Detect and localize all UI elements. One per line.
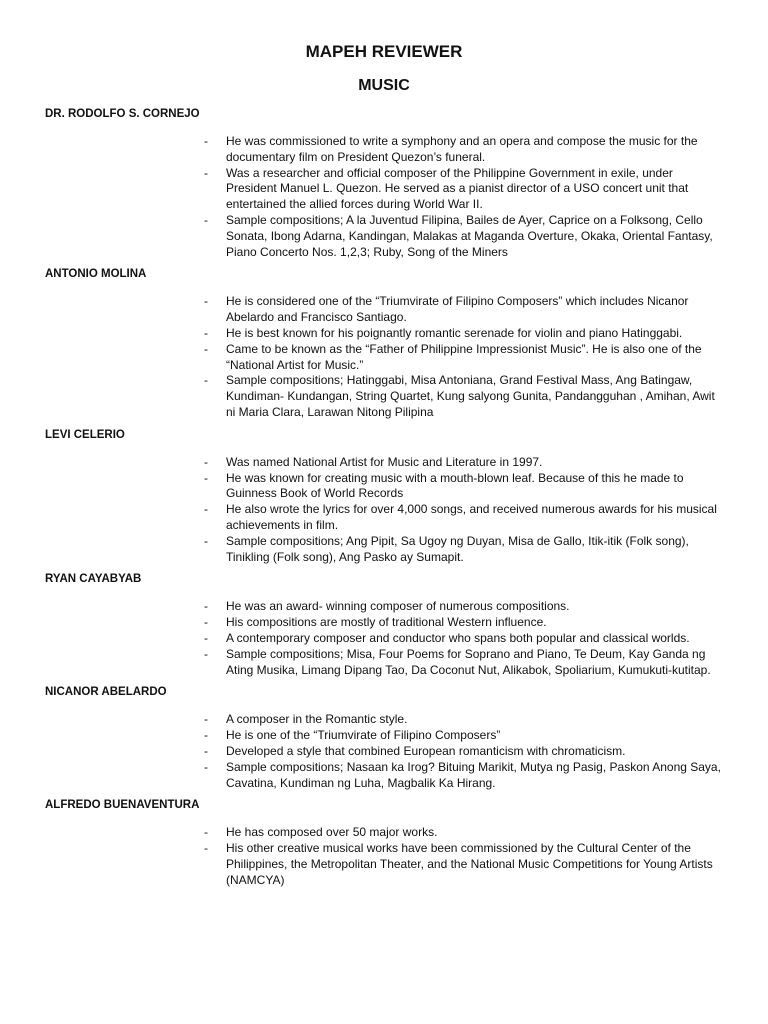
bullet-text: His other creative musical works have been commissioned by the Cultural Center of the Philippines, the Metropolitan Theater, and the National Music Competitions for Young Artists (NAMCYA) [226,841,713,887]
bullet-dash: - [204,615,208,630]
bullet-list [45,712,735,791]
bullet-dash: - [204,533,208,548]
bullet-text: Sample compositions; Ang Pipit, Sa Ugoy ng Duyan, Misa de Gallo, Itik-itik (Folk song), Tinikling (Folk song), Ang Pasko ay Sumapit. [226,533,689,564]
bullet-item [45,841,735,888]
bullet-text: He was an award- winning composer of numerous compositions. [226,599,570,614]
bullet-text: He is best known for his poignantly romantic serenade for violin and piano Hatinggabi. [226,325,683,340]
bullet-list [45,294,735,420]
composer-name: DR. RODOLFO S. CORNEJO [45,108,200,120]
composer-name: ALFREDO BUENAVENTURA [45,799,200,812]
bullet-item [45,502,735,534]
bullet-item [45,455,735,471]
composer-sections [45,106,735,894]
bullet-item [45,631,735,647]
bullet-list [45,455,735,566]
composer-name: RYAN CAYABYAB [45,573,142,586]
bullet-item [45,728,735,744]
bullet-item [45,760,735,792]
bullet-item [45,712,735,728]
bullet-item [45,647,735,679]
document-title: MAPEH REVIEWER [305,42,463,61]
bullet-text: Sample compositions; Hatinggabi, Misa Antoniana, Grand Festival Mass, Ang Batingaw, Kundiman- Kundangan, String Quartet, Kung salyong Gunita, Pandangguhan , Amihan, Awit ni Maria Clara, Larawan Nitong Pilipina [226,373,715,419]
bullet-item [45,294,735,326]
bullet-item [45,373,735,420]
bullet-text: A composer in the Romantic style. [226,712,408,727]
composer-section [45,571,735,678]
bullet-text: He has composed over 50 major works. [226,825,438,840]
bullet-item [45,534,735,566]
bullet-text: Was named National Artist for Music and Literature in 1997. [226,454,543,469]
bullet-dash: - [204,134,208,148]
bullet-dash: - [204,712,208,727]
bullet-text: He was commissioned to write a symphony and an opera and compose the music for the documentary film on President Quezon’s funeral. [226,134,698,164]
bullet-list [45,134,735,260]
bullet-text: He also wrote the lyrics for over 4,000 songs, and received numerous awards for his musical achievements in film. [226,502,717,532]
bullet-dash: - [204,728,208,743]
bullet-dash: - [204,646,208,661]
bullet-dash: - [204,165,208,180]
bullet-list [45,825,735,888]
bullet-text: Sample compositions; Misa, Four Poems for Soprano and Piano, Te Deum, Kay Ganda ng Ating Musika, Limang Dipang Tao, Da Coconut Nut, Alikabok, Spoliarium, Kumukuti-kutitap. [226,646,711,677]
bullet-item [45,326,735,342]
bullet-item [45,134,735,166]
bullet-item [45,166,735,213]
bullet-dash: - [204,470,208,485]
bullet-text: He was known for creating music with a mouth-blown leaf. Because of this he made to Guinness Book of World Records [226,470,684,501]
bullet-item [45,471,735,503]
bullet-dash: - [204,825,208,840]
composer-section [45,266,735,420]
bullet-item [45,615,735,631]
composer-section [45,427,735,566]
bullet-text: Was a researcher and official composer of the Philippine Government in exile, under President Manuel L. Quezon. He served as a pianist director of a USO concert unit that entertained the allied forces during World War II. [226,165,689,212]
bullet-dash: - [204,599,208,614]
composer-name: NICANOR ABELARDO [45,686,167,699]
bullet-item [45,342,735,374]
composer-name: ANTONIO MOLINA [45,268,147,281]
bullet-item [45,744,735,760]
composer-name: LEVI CELERIO [45,428,125,441]
bullet-text: He is considered one of the “Triumvirate of Filipino Composers” which includes Nicanor Abelardo and Francisco Santiago. [226,294,689,325]
bullet-dash: - [204,373,208,388]
bullet-text: A contemporary composer and conductor who spans both popular and classical worlds. [226,630,690,645]
bullet-item [45,599,735,615]
bullet-text: He is one of the “Triumvirate of Filipino Composers” [226,728,501,743]
bullet-dash: - [204,759,208,774]
bullet-text: Developed a style that combined European romanticism with chromaticism. [226,743,626,758]
bullet-list [45,599,735,678]
bullet-dash: - [204,454,208,469]
bullet-dash: - [204,294,208,309]
composer-section [45,106,735,260]
bullet-item [45,825,735,841]
composer-section [45,797,735,888]
bullet-dash: - [204,502,208,517]
bullet-dash: - [204,841,208,856]
bullet-text: Sample compositions; Nasaan ka Irog? Bituing Marikit, Mutya ng Pasig, Paskon Anong Saya, Cavatina, Kundiman ng Luha, Magbalik Ka Hirang. [226,759,721,790]
bullet-text: Came to be known as the “Father of Philippine Impressionist Music”. He is also one of the “National Artist for Music.” [226,341,702,372]
bullet-dash: - [204,325,208,340]
bullet-dash: - [204,212,208,227]
bullet-text: His compositions are mostly of traditional Western influence. [226,615,547,630]
document-subtitle: MUSIC [358,77,410,94]
composer-section [45,684,735,791]
bullet-dash: - [204,630,208,645]
bullet-dash: - [204,743,208,758]
bullet-dash: - [204,341,208,356]
bullet-item [45,213,735,260]
bullet-text: Sample compositions; A la Juventud Filipina, Bailes de Ayer, Caprice on a Folksong, Cello Sonata, Ibong Adarna, Kandingan, Malakas at Maganda Overture, Okaka, Oriental Fantasy, Piano Concerto Nos. 1,2,3; Ruby, Song of the Miners [226,212,713,259]
